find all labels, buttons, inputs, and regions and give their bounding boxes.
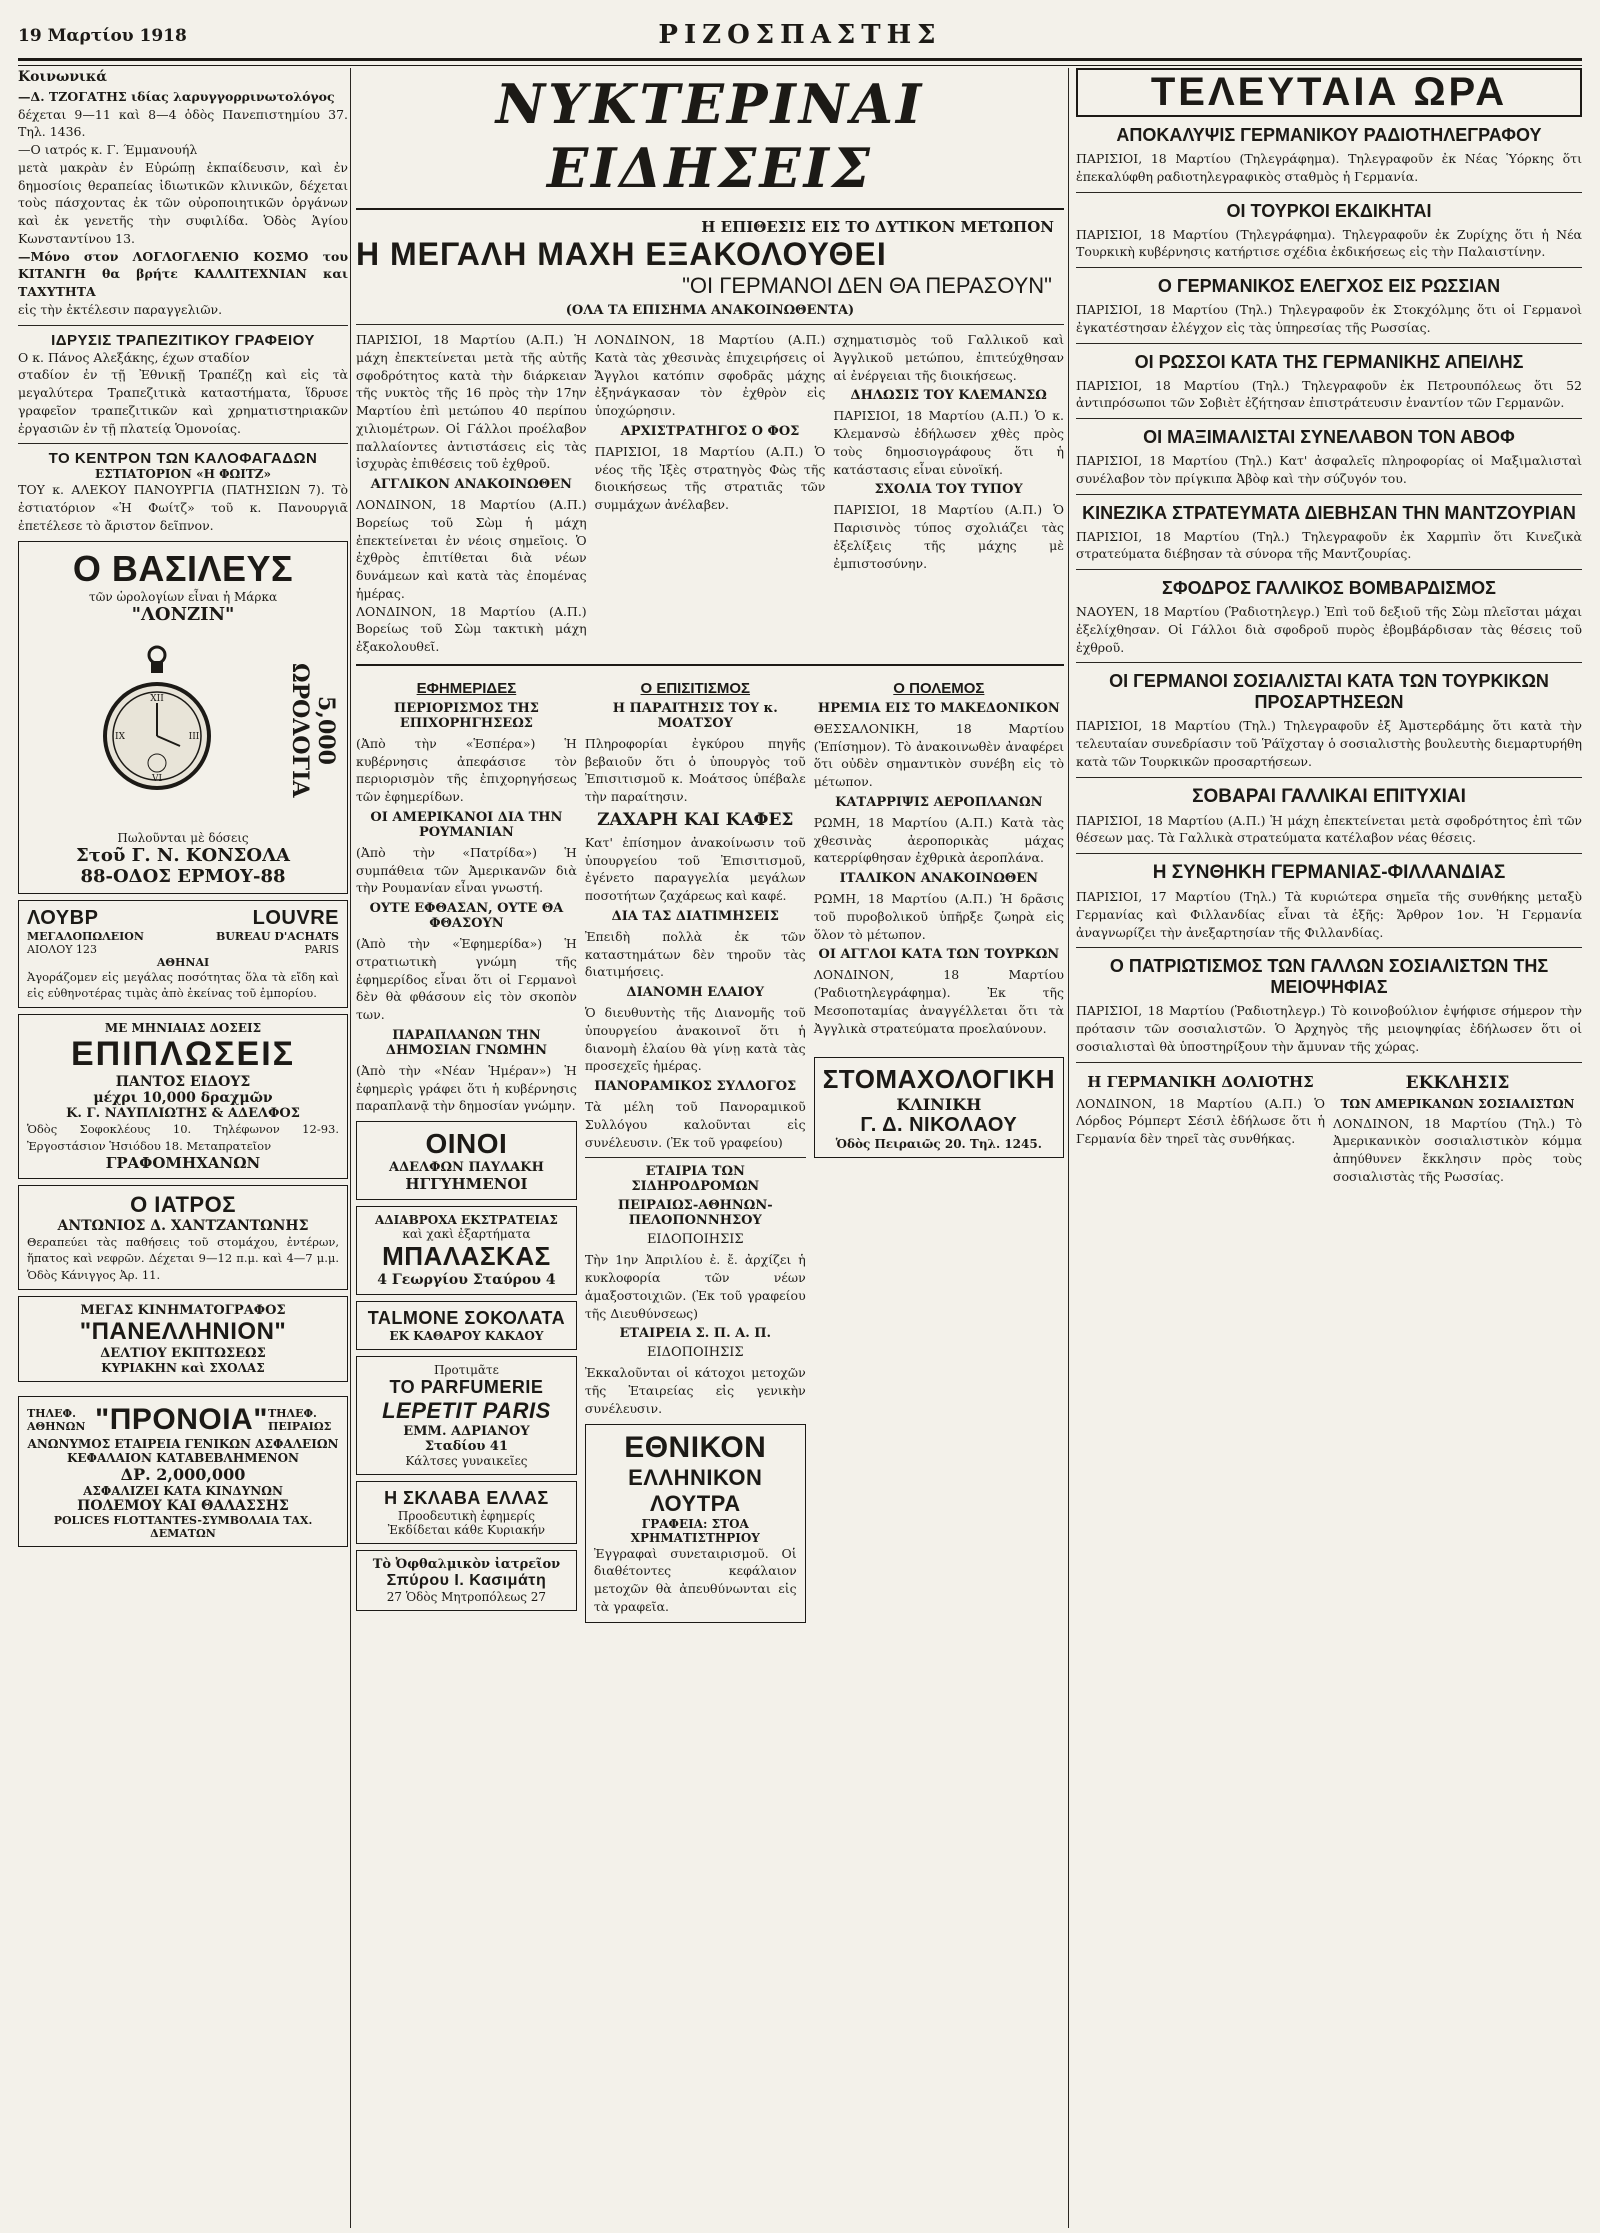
ad-title: ΕΠΙΠΛΩΣΕΙΣ [70,1035,296,1074]
news-columns [356,331,1064,656]
ad-title: ΕΛΛΗΝΙΚΟΝ ΛΟΥΤΡΑ [628,1464,763,1516]
article-text: Τὴν 1ην Ἀπριλίου ἐ. ἔ. ἀρχίζει ἡ κυκλοφορία τῶν νέων ἁμαξοστοιχιῶν. (Ἐκ τοῦ γραφείου τῆς Διευθύνσεως) [584,1252,806,1321]
ad-title: ΟΙΝΟΙ [425,1128,508,1159]
ad-sub: Προτιμᾶτε [433,1363,499,1377]
ad-sub: ΠΑΝΤΟΣ ΕΙΔΟΥΣ [115,1074,251,1091]
ad-title: "ΠΡΟΝΟΙΑ" [94,1402,268,1436]
lower-columns [356,674,1064,1629]
article-text: ΡΩΜΗ, 18 Μαρτίου (Α.Π.) Κατὰ τὰς χθεσινὰς ἀεροπορικὰς μάχας κατερρίφθησαν ἐχθρικὰ ἀεροπλάνα. [813,814,1064,866]
right-column [1076,68,1582,2228]
article-heading: ΕΤΑΙΡΙΑ ΤΩΝ ΣΙΔΗΡΟΔΡΟΜΩΝ [631,1164,760,1195]
article-heading: ΣΟΒΑΡΑΙ ΓΑΛΛΙΚΑΙ ΕΠΙΤΥΧΙΑΙ [1192,785,1466,807]
article-text: (Ἀπὸ τὴν «Ἐφημερίδα») Ἡ στρατιωτικὴ γνώμη τῆς ἐφημερίδος εἶναι ὅτι οἱ Γερμανοὶ δὲν θὰ φθάσουν εἰς τὸν σκοπὸν των. [356,936,577,1022]
divider [356,664,1064,666]
ad-sub: Πωλοῦνται μὲ δόσεις [117,830,249,845]
divider [585,1157,806,1158]
page-headline: ΝΥΚΤΕΡΙΝΑΙ ΕΙΔΗΣΕΙΣ [495,72,925,200]
ad-sub: ΚΕΦΑΛΑΙΟΝ ΚΑΤΑΒΕΒΛΗΜΕΝΟΝ [66,1450,300,1465]
divider [1076,1062,1582,1063]
clinic-ad [814,1057,1064,1158]
masthead [18,8,1582,64]
article-text: Ἐκκαλοῦνται οἱ κάτοχοι μετοχῶν τῆς Ἑταιρείας εἰς γενικὴν συνέλευσιν. [584,1365,806,1416]
column-divider [1068,68,1069,2228]
ad-sub: καὶ χακὶ ἐξαρτήματα [402,1227,531,1241]
left-column [18,68,348,2228]
furniture-ad [18,1014,348,1179]
article-heading: ΕΚΚΛΗΣΙΣ [1405,1072,1510,1093]
ad-title: ΛΟΥΒΡ [27,906,99,929]
ad-text: Ο κ. Πάνος Αλεξάκης, έχων σταδίον [18,349,250,365]
article-heading: Η ΣΥΝΘΗΚΗ ΓΕΡΜΑΝΙΑΣ-ΦΙΛΛΑΝΔΙΑΣ [1152,862,1506,883]
ad-title: ΤΟ ΚΕΝΤΡΟΝ ΤΩΝ ΚΑΛΟΦΑΓΑΔΩΝ [48,450,318,468]
bottom-columns [1076,1069,1582,1186]
article-heading: ΔΙΑ ΤΑΣ ΔΙΑΤΙΜΗΣΕΙΣ [611,908,779,924]
article-text: ΠΑΡΙΣΙΟΙ, 18 Μαρτίου (Τηλ.) Τηλεγραφοῦν ἐκ Χαρμπὶν ὅτι Κινεζικὰ στρατεύματα διέβησαν τὰ σύνορα τῆς Μαντζουρίας. [1076,528,1582,562]
notice: —Μόνο στον ΛΟΓΛΟΓΛΕΝΙΟ ΚΟΣΜΟ του ΚΙΤΑΝΓΗ θα βρήτε ΚΑΛΛΙΤΕΧΝΙΑΝ και ΤΑΧΥΤΗΤΑ [18,248,348,300]
ad-title: ΕΘΝΙΚΟΝ [624,1430,767,1464]
article-text: ΛΟΝΔΙΝΟΝ, 18 Μαρτίου (Τηλ.) Τὸ Ἀμερικανικὸν σοσιαλιστικὸν κόμμα ἀπηύθυνεν ἔκκλησιν πρὸς τοὺς σοσιαλιστὰς τῆς Ρωσσίας. [1333,1115,1582,1184]
article-text: ΠΑΡΙΣΙΟΙ, 18 Μαρτίου (Τηλεγράφημα). Τηλεγραφοῦν ἐκ Ζυρίχης ὅτι ἡ Νέα Τουρκικὴ κυβέρνησις κατήρτισε σχέδια ἐκδικήσεως εἰς τὴν Παλαιστίνην. [1076,226,1582,260]
divider [18,325,348,326]
issue-date: 19 Μαρτίου 1918 [18,26,187,46]
section-heading: Ο ΠΟΛΕΜΟΣ [893,679,985,697]
article-heading: ΑΓΓΛΙΚΟΝ ΑΝΑΚΟΙΝΩΘΕΝ [370,477,572,492]
article-heading: ΣΦΟΔΡΟΣ ΓΑΛΛΙΚΟΣ ΒΟΜΒΑΡΔΙΣΜΟΣ [1162,578,1496,598]
ad-sub: Ὁδὸς Πειραιῶς 20. Τηλ. 1245. [835,1137,1042,1152]
ad-sub: ΑΙΟΛΟΥ 123 [27,942,98,956]
article-text: ΛΟΝΔΙΝΟΝ, 18 Μαρτίου (Ῥαδιοτηλεγράφημα). Ἐκ τῆς Μεσοποταμίας ἀναγγέλλεται ὅτι τὰ Ἀγγλικὰ στρατεύματα προελαύνουν. [813,967,1064,1036]
article-text: ΠΑΡΙΣΙΟΙ, 18 Μαρτίου (Τηλ.) Τηλεγραφοῦν ἐκ Πετρουπόλεως ὅτι 52 ἀντιπρόσωποι τῶν Σοβιὲτ ἐζήτησαν ἐπιστράτευσιν ἐναντίον τῶν Γερμανῶν. [1076,377,1582,411]
sklava-ad [356,1481,577,1544]
last-hour-headline: ΤΕΛΕΥΤΑΙΑ ΩΡΑ [1076,68,1582,117]
article-heading: ΟΙ ΑΓΓΛΟΙ ΚΑΤΑ ΤΩΝ ΤΟΥΡΚΩΝ [818,947,1060,963]
ad-title: Η ΣΚΛΑΒΑ ΕΛΛΑΣ [384,1488,549,1508]
ad-vendor: Κ. Γ. ΝΑΥΠΛΙΩΤΗΣ & ΑΔΕΛΦΟΣ [66,1106,300,1122]
article-text: ΠΑΡΙΣΙΟΙ, 18 Μαρτίου (Α.Π.) Ὁ νέος τῆς Ἰξὲς στρατηγὸς Φὼς τῆς διοικήσεως τῆς στρατιᾶς τῶν συμμάχων ἀνέλαβεν. [594,443,826,512]
divider [1076,853,1582,854]
cinema-ad [18,1296,348,1382]
article-heading: ΟΙ ΡΩΣΣΟΙ ΚΑΤΑ ΤΗΣ ΓΕΡΜΑΝΙΚΗΣ ΑΠΕΙΛΗΣ [1134,351,1524,372]
kicker: Η ΕΠΙΘΕΣΙΣ ΕΙΣ ΤΟ ΔΥΤΙΚΟΝ ΜΕΤΩΠΟΝ [701,218,1054,236]
ad-sub: ΗΓΓΥΗΜΕΝΟΙ [405,1175,528,1193]
article-text: ΠΑΡΙΣΙΟΙ, 18 Μαρτίου (Ῥαδιοτηλεγρ.) Τὸ κοινοβούλιον ἐψήφισε σήμερον τὴν πρότασιν τῶν σοσιαλιστῶν. Ὁ Ἀρχηγὸς τῆς μειοψηφίας ἐδήλωσεν ὅτι οἱ σοσιαλισταὶ θὰ ὑποστηρίξουν τὴν ἄμυναν τῆς χώρας. [1076,1003,1582,1054]
insurance-ad [18,1396,348,1547]
ad-sub: ΑΣΦΑΛΙΖΕΙ ΚΑΤΑ ΚΙΝΔΥΝΩΝ [83,1483,283,1498]
divider [18,443,348,444]
bank-ad [585,1424,806,1623]
section-heading: Ο ΕΠΙΣΙΤΙΣΜΟΣ [640,679,751,697]
article-heading: ΗΡΕΜΙΑ ΕΙΣ ΤΟ ΜΑΚΕΔΟΝΙΚΟΝ [817,700,1060,716]
divider [1076,777,1582,778]
article-text: ΛΟΝΔΙΝΟΝ, 18 Μαρτίου (Α.Π.) Κατὰ τὰς χθεσινὰς ἐπιχειρήσεις οἱ Ἄγγλοι κατόπιν σφοδρᾶς μάχης ἐξηνάγκασαν τὸν ἐχθρὸν εἰς ὑποχώρησιν. [594,332,826,418]
ad-sub: 4 Γεωργίου Σταύρου 4 [377,1272,556,1288]
wine-ad [356,1121,577,1200]
ad-sub: ΤΗΛΕΦ. ΑΘΗΝΩΝ [27,1406,86,1433]
ad-title: TALMONE ΣΟΚΟΛΑΤΑ [367,1308,566,1328]
ad-text: σταδίον ἐν τῇ Ἐθνικῇ Τραπέζῃ καὶ εἰς τὰ μεγαλύτερα Τραπεζιτικὰ καταστήματα, ἵδρυσε γραφεῖον τραπεζιτικῶν καὶ χρηματιστηριακῶν ἐργασιῶν ἐν τῇ πλατείᾳ Ὁμονοίας. [18,367,348,436]
ad-sub: POLICES FLOTTANTES-ΣΥΜΒΟΛΑΙΑ ΤΑΧ. ΔΕΜΑΤΩΝ [53,1513,313,1540]
ad-vendor: ΑΝΤΩΝΙΟΣ Δ. ΧΑΝΤΖΑΝΤΩΝΗΣ [57,1217,309,1234]
brand: "ΛΟΝΖΙΝ" [131,603,235,625]
divider [1076,494,1582,495]
ad-sub: ΔΡ. 2,000,000 [120,1464,246,1484]
ad-sub: ΜΕΓΑΛΟΠΩΛΕΙΟΝ [27,929,144,943]
article-heading: ΟΙ ΜΑΞΙΜΑΛΙΣΤΑΙ ΣΥΝΕΛΑΒΟΝ ΤΟΝ ΑΒΟΦ [1143,427,1515,447]
ad-title: ΙΔΡΥΣΙΣ ΤΡΑΠΕΖΙΤΙΚΟΥ ΓΡΑΦΕΙΟΥ [51,331,315,349]
article-text: σχηματισμὸς τοῦ Γαλλικοῦ καὶ Ἀγγλικοῦ μετώπου, ἐπιτεύχθησαν αἱ ἐνέργειαι τῆς διοικήσεως. [833,332,1064,383]
ad-sub: ΕΣΤΙΑΤΟΡΙΟΝ «Η ΦΩΙΤΖ» [94,467,272,482]
ad-sub: ΜΕΓΑΣ ΚΙΝΗΜΑΤΟΓΡΑΦΟΣ [80,1302,286,1318]
ad-title: ΜΠΑΛΑΣΚΑΣ [382,1241,551,1271]
article-heading: ΚΙΝΕΖΙΚΑ ΣΤΡΑΤΕΥΜΑΤΑ ΔΙΕΒΗΣΑΝ ΤΗΝ ΜΑΝΤΖΟΥΡΙΑΝ [1082,502,1576,523]
article-heading: ΠΑΡΑΠΛΑΝΩΝ ΤΗΝ ΔΗΜΟΣΙΑΝ ΓΝΩΜΗΝ [385,1027,547,1058]
article-text: ΠΑΡΙΣΙΟΙ, 17 Μαρτίου (Τηλ.) Τὰ κυριώτερα σημεῖα τῆς συνθήκης μεταξὺ Γερμανίας καὶ Φιλλανδίας εἶναι τὰ ἑξῆς: Ἄρθρον 1ον. Ἡ Γερμανία ἀναγνωρίζει τὴν ἀνεξαρτησίαν τῆς Φιλλανδίας. [1076,889,1582,940]
ad-sub: ΔΕΛΤΙΟΥ ΕΚΠΤΩΣΕΩΣ [100,1345,266,1361]
article-text: ΠΑΡΙΣΙΟΙ, 18 Μαρτίου (Τηλ.) Τηλεγραφοῦν ἐκ Στοκχόλμης ὅτι οἱ Γερμανοὶ ἐγκατέστησαν ἐλέγχον εἰς τὰς ὑπηρεσίας τῆς Ρωσσίας. [1076,302,1582,335]
ad-sub: ΕΚ ΚΑΘΑΡΟΥ ΚΑΚΑΟΥ [389,1329,544,1343]
article-text: Ἐπειδὴ πολλὰ ἐκ τῶν καταστημάτων δὲν τηροῦν τὰς διατιμήσεις. [584,928,806,980]
article-heading: ΟΙ ΑΜΕΡΙΚΑΝΟΙ ΔΙΑ ΤΗΝ ΡΟΥΜΑΝΙΑΝ [370,809,563,840]
notice: εἰς τὴν ἐκτέλεσιν παραγγελιῶν. [18,301,223,317]
ad-sub: ΚΛΙΝΙΚΗ [896,1095,982,1115]
ad-title: Ο ΒΑΣΙΛΕΥΣ [72,547,294,589]
ad-text: Ἀγοράζομεν εἰς μεγάλας ποσότητας ὅλα τὰ εἴδη καὶ εἰς εὐθηνοτέρας τιμὰς ἀπὸ ἐκείνας τοῦ ἐμπορίου. [27,969,339,1000]
divider [1076,267,1582,268]
ad-sub: ΜΕ ΜΗΝΙΑΙΑΣ ΔΟΣΕΙΣ [104,1021,262,1036]
divider [1076,343,1582,344]
article-heading: ΔΗΛΩΣΙΣ ΤΟΥ ΚΛΕΜΑΝΣΩ [850,388,1047,404]
ad-sub: ΕΜΜ. ΑΔΡΙΑΝΟΥ [403,1424,530,1439]
ad-sub: ΑΔΙΑΒΡΟΧΑ ΕΚΣΤΡΑΤΕΙΑΣ [375,1213,558,1227]
article-heading: ΠΕΙΡΑΙΩΣ-ΑΘΗΝΩΝ-ΠΕΛΟΠΟΝΝΗΣΟΥ [617,1198,773,1229]
pocket-watch-icon [102,641,212,821]
ad-count: 5,000 ΩΡΟΛΟΓΙΑ [287,663,339,798]
notice: μετὰ μακρὰν ἐν Εὐρώπῃ ἐκπαίδευσιν, καὶ ἐν δημοσίοις θεραπείας ἰδιωτικῶν κλινικῶν, δέχεται τοὺς πάσχοντας ἐκ τῶν οὐροποιητικῶν ὀργάνων καὶ ἐκ γενετῆς τὴν συφιλίδα. Ὁδὸς Ἁγίου Κωνσταντίνου 13. [18,159,348,246]
divider [356,324,1064,325]
article-text: Πληροφορίαι ἐγκύρου πηγῆς βεβαιοῦν ὅτι ὁ ὑπουργὸς τοῦ Ἐπισιτισμοῦ κ. Μοάτσος ὑπέβαλε τὴν παραίτησιν. [584,735,806,804]
column-divider [350,68,351,2228]
article-heading: ΟΥΤΕ ΕΦΘΑΣΑΝ, ΟΥΤΕ ΘΑ ΦΘΑΣΟΥΝ [369,901,564,931]
ad-sub: Προοδευτικὴ ἐφημερίς [397,1509,535,1523]
ad-text: Ἐγγραφαὶ συνεταιρισμοῦ. Οἱ διαθέτοντες κεφάλαιον μετοχῶν θὰ ἀπευθύνωνται εἰς τὰ γραφεῖα. [593,1545,797,1614]
ad-sub: Τὸ Ὀφθαλμικὸν ἰατρεῖον [372,1557,561,1572]
ad-title: Ο ΙΑΤΡΟΣ [130,1191,236,1217]
ad-text: ΤΟΥ κ. ΑΛΕΚΟΥ ΠΑΝΟΥΡΓΙΑ (ΠΑΤΗΣΙΩΝ 7). Τὸ ἐστιατόριον «Ἡ Φωίτζ» τοῦ κ. Πανουργιᾶ ἐπετέλεσε τὸ ἄριστον δεῖπνον. [18,482,348,533]
article-text: ΠΑΡΙΣΙΟΙ, 18 Μαρτίου (Τηλ.) Κατ' ἀσφαλεῖς πληροφορίας οἱ Μαξιμαλισταὶ συνέλαβον τὸν πρίγκιπα Ἀβὸφ καὶ τὴν σύζυγόν του. [1076,453,1582,486]
article-text: ΠΑΡΙΣΙΟΙ, 18 Μαρτίου (Α.Π.) Ἡ μάχη ἐπεκτείνεται μετὰ σφοδρότητος ἐπὶ τῶν θέσεων μας. Τὰ Γαλλικὰ στρατεύματα κατέλαβον νέας θέσεις. [1076,812,1582,846]
ad-title: ΤΟ PARFUMERIE [389,1377,544,1397]
raincoat-ad [356,1206,577,1295]
article-heading: ΤΩΝ ΑΜΕΡΙΚΑΝΩΝ ΣΟΣΙΑΛΙΣΤΩΝ [1340,1096,1575,1111]
ad-sub: ΚΥΡΙΑΚΗΝ καὶ ΣΧΟΛΑΣ [101,1360,265,1375]
main-headline: Η ΜΕΓΑΛΗ ΜΑΧΗ ΕΞΑΚΟΛΟΥΘΕΙ [356,236,887,272]
ad-sub: Ἐκδίδεται κάθε Κυριακήν [387,1523,546,1537]
ad-title: Σπύρου Ι. Κασιμάτη [386,1572,547,1589]
article-heading: ΑΠΟΚΑΛΥΨΙΣ ΓΕΡΜΑΝΙΚΟΥ ΡΑΔΙΟΤΗΛΕΓΡΑΦΟΥ [1116,125,1542,145]
article-heading: Ο ΓΕΡΜΑΝΙΚΟΣ ΕΛΕΓΧΟΣ ΕΙΣ ΡΩΣΣΙΑΝ [1157,276,1501,296]
article-heading: ΔΙΑΝΟΜΗ ΕΛΑΙΟΥ [626,985,764,1000]
ad-sub: ΑΝΩΝΥΜΟΣ ΕΤΑΙΡΕΙΑ ΓΕΝΙΚΩΝ ΑΣΦΑΛΕΙΩΝ [27,1436,339,1451]
section-label: Κοινωνικά [18,69,108,85]
article-text: ΠΑΡΙΣΙΟΙ, 18 Μαρτίου (Τηλ.) Τηλεγραφοῦν ἐξ Ἀμστερδάμης ὅτι κατὰ τὴν τελευταίαν συνεδρίασιν τοῦ Ῥάϊχσταγ ὁ σοσιαλιστὴς βουλευτὴς διεμαρτυρήθη κατὰ τῶν Τουρκικῶν προσαρτήσεων. [1076,718,1582,769]
chocolate-ad [356,1301,577,1350]
ad-sub: ΑΘΗΝΑΙ [156,955,210,969]
quote-headline: "ΟΙ ΓΕΡΜΑΝΟΙ ΔΕΝ ΘΑ ΠΕΡΑΣΟΥΝ" [682,273,1052,298]
ad-sub: Κάλτσες γυναικεῖες [405,1454,528,1468]
ad-sub: τῶν ὡρολογίων εἶναι ἡ Μάρκα [88,589,278,604]
center-column [356,68,1064,2228]
ad-sub: ΓΡΑΦΕΙΑ: ΣΤΟΑ ΧΡΗΜΑΤΙΣΤΗΡΙΟΥ [630,1516,760,1545]
ad-title: ΣΤΟΜΑΧΟΛΟΓΙΚΗ [822,1064,1055,1095]
ad-title: Γ. Δ. ΝΙΚΟΛΑΟΥ [860,1114,1018,1137]
article-heading: ΠΕΡΙΟΡΙΣΜΟΣ ΤΗΣ ΕΠΙΧΟΡΗΓΗΣΕΩΣ [393,700,539,731]
section-heading: ΕΦΗΜΕΡΙΔΕΣ [416,679,517,697]
article-text: ΛΟΝΔΙΝΟΝ, 18 Μαρτίου (Α.Π.) Ὁ Λόρδος Ρόμπερτ Σέσιλ ἐδήλωσε ὅτι ἡ Γερμανία δὲν τηρεῖ τὰς συνθήκας. [1076,1095,1325,1146]
svg-text:III: III [188,731,200,742]
perfume-ad [356,1356,577,1475]
article-text: ΠΑΡΙΣΙΟΙ, 18 Μαρτίου (Α.Π.) Ὁ Παρισινὸς τύπος σχολιάζει τὰς ἐξελίξεις τῆς μάχης μὲ ἐμπιστοσύνην. [833,502,1064,571]
article-text: ΘΕΣΣΑΛΟΝΙΚΗ, 18 Μαρτίου (Ἐπίσημον). Τὸ ἀνακοινωθὲν ἀναφέρει ὅτι οὐδὲν σημαντικὸν συνέβη εἰς τὸ μέτωπον. [813,720,1064,789]
article-text: ΛΟΝΔΙΝΟΝ, 18 Μαρτίου (Α.Π.) Βορείως τοῦ Σὼμ ἡ μάχη ἐπεκτείνεται ἐν νέοις σημεῖοις. Ὁ ἐχθρὸς ἐπιτίθεται διὰ νέων δυνάμεων καὶ κατὰ τὰς ἐπομένας ἡμέρας. [356,497,587,601]
article-heading: ΟΙ ΤΟΥΡΚΟΙ ΕΚΔΙΚΗΤΑΙ [1226,200,1432,221]
masthead-rule [18,58,1582,66]
article-heading: ΕΙΔΟΠΟΙΗΣΙΣ [646,1232,744,1248]
article-text: ΛΟΝΔΙΝΟΝ, 18 Μαρτίου (Α.Π.) Βορείως τοῦ Σὼμ τακτικὴ μάχη ἐξακολουθεῖ. [356,603,587,654]
ad-sub: Σταδίου 41 [424,1439,509,1454]
ad-sub: ΠΟΛΕΜΟΥ ΚΑΙ ΘΑΛΑΣΣΗΣ [77,1497,289,1514]
ad-sub: μέχρι 10,000 δραχμῶν [93,1090,273,1107]
svg-text:IX: IX [115,731,125,742]
watch-ad [18,541,348,894]
ad-address: 88-ΟΔΟΣ ΕΡΜΟΥ-88 [80,865,286,887]
svg-text:VI: VI [151,773,163,784]
ad-text: Θεραπεύει τὰς παθήσεις τοῦ στομάχου, ἐντέρων, ἥπατος καὶ νεφρῶν. Δέχεται 9—12 π.μ. καὶ 4—7 μ.μ. Ὁδὸς Κάνιγγος Ἀρ. 11. [27,1234,339,1282]
divider [1076,569,1582,570]
ad-sub: 27 Ὁδὸς Μητροπόλεως 27 [386,1590,547,1604]
notice: —Ο ιατρός κ. Γ. Έμμανουήλ [18,142,198,158]
article-text: ΠΑΡΙΣΙΟΙ, 18 Μαρτίου (Α.Π.) Ἡ μάχη ἐπεκτείνεται μετὰ τῆς αὐτῆς σφοδρότητος κατὰ τὴν διάρκειαν τῆς νυκτὸς τῆς 16 πρὸς τὴν 17ην Μαρτίου ἐπὶ μετώπου 40 περίπου χιλιομέτρων. Οἱ Γάλλοι προέλαβον παλλαίοντες ἀντιστάσεις εἰς τὰς ἰσχυρὰς ἐπιθέσεις τοῦ ἐχθροῦ. [356,332,587,472]
article-heading: ΙΤΑΛΙΚΟΝ ΑΝΑΚΟΙΝΩΘΕΝ [839,871,1039,886]
ad-sub: PARIS [304,942,339,956]
article-heading: ΣΧΟΛΙΑ ΤΟΥ ΤΥΠΟΥ [874,482,1023,498]
article-heading: Η ΓΕΡΜΑΝΙΚΗ ΔΟΛΙΟΤΗΣ [1087,1072,1314,1091]
article-heading: ΕΙΔΟΠΟΙΗΣΙΣ [646,1345,744,1361]
divider [356,208,1064,210]
article-text: ΠΑΡΙΣΙΟΙ, 18 Μαρτίου (Τηλεγράφημα). Τηλεγραφοῦν ἐκ Νέας Ὑόρκης ὅτι ἐπεκαλύφθη ραδιοτηλεγραφικὸς σταθμὸς ἡ Γερμανία. [1076,151,1582,184]
ad-sub: ΤΗΛΕΦ. ΠΕΙΡΑΙΩΣ [267,1406,332,1433]
doctor-ad [18,1185,348,1290]
ad-sub: ΑΔΕΛΦΩΝ ΠΑΥΛΑΚΗ [388,1160,544,1175]
article-text: Τὰ μέλη τοῦ Πανοραμικοῦ Συλλόγου καλοῦνται εἰς συνέλευσιν. (Ἐκ τοῦ γραφείου) [584,1099,806,1150]
article-heading: ΖΑΧΑΡΗ ΚΑΙ ΚΑΦΕΣ [597,809,794,830]
notice: δέχεται 9—11 καὶ 8—4 ὁδὸς Πανεπιστημίου 37. Τηλ. 1436. [18,106,348,140]
article-text: ΡΩΜΗ, 18 Μαρτίου (Α.Π.) Ἡ δρᾶσις τοῦ πυροβολικοῦ ὑπῆρξε ζωηρὰ εἰς ὅλον τὸ μέτωπον. [813,891,1064,942]
divider [1076,192,1582,193]
louvre-ad [18,900,348,1009]
article-heading: ΠΑΝΟΡΑΜΙΚΟΣ ΣΥΛΛΟΓΟΣ [594,1079,797,1094]
article-text: (Ἀπὸ τὴν «Νέαν Ἡμέραν») Ἡ ἐφημερὶς γράφει ὅτι ἡ κυβέρνησις παραπλανᾷ τὴν δημοσίαν γνώμην. [356,1062,577,1114]
ad-sub: BUREAU D'ACHATS [215,929,339,943]
article-heading: ΕΤΑΙΡΕΙΑ Σ. Π. Α. Π. [619,1326,772,1342]
article-text: (Ἀπὸ τὴν «Ἑσπέρα») Ἡ κυβέρνησις ἀπεφάσισε τὸν περιορισμὸν τῆς ἐπιχορηγήσεως τῶν ἐφημερίδων. [356,735,577,804]
article-text: (Ἀπὸ τὴν «Πατρίδα») Ἡ συμπάθεια τῶν Ἀμερικανῶν διὰ τὴν Ρουμανίαν εἶναι γνωστή. [356,844,577,896]
caption: (ΟΛΑ ΤΑ ΕΠΙΣΗΜΑ ΑΝΑΚΟΙΝΩΘΕΝΤΑ) [565,303,855,318]
ad-sub: ΓΡΑΦΟΜΗΧΑΝΩΝ [105,1153,261,1172]
article-heading: ΑΡΧΙΣΤΡΑΤΗΓΟΣ Ο ΦΟΣ [620,423,800,439]
article-heading: ΟΙ ΓΕΡΜΑΝΟΙ ΣΟΣΙΑΛΙΣΤΑΙ ΚΑΤΑ ΤΩΝ ΤΟΥΡΚΙΚΩΝ ΠΡΟΣΑΡΤΗΣΕΩΝ [1109,671,1549,713]
notice: —Δ. ΤΖΟΓΑΤΗΣ ιδίας λαρυγγορρινωτολόγος [18,88,335,104]
divider [1076,662,1582,663]
article-heading: Ο ΠΑΤΡΙΩΤΙΣΜΟΣ ΤΩΝ ΓΑΛΛΩΝ ΣΟΣΙΑΛΙΣΤΩΝ ΤΗΣ ΜΕΙΟΨΗΦΙΑΣ [1109,956,1549,998]
newspaper-title: ΡΙΖΟΣΠΑΣΤΗΣ [658,20,942,50]
ad-title: LOUVRE [252,906,339,929]
article-text: Κατ' ἐπίσημον ἀνακοίνωσιν τοῦ ὑπουργείου τοῦ Ἐπισιτισμοῦ, ἐγένετο παραγγελία μεγάλων ποσοτήτων ζαχάρεως καὶ καφέ. [584,834,806,903]
eye-clinic-ad [356,1550,577,1611]
ad-title: "ΠΑΝΕΛΛΗΝΙΟΝ" [79,1317,287,1345]
ad-text: Ὁδὸς Σοφοκλέους 10. Τηλέφωνον 12-93. Ἐργοστάσιον Ἡσιόδου 18. Μεταπρατεῖον [27,1122,339,1153]
article-text: ΠΑΡΙΣΙΟΙ, 18 Μαρτίου (Α.Π.) Ὁ κ. Κλεμανσὼ ἐδήλωσεν χθὲς πρὸς τοὺς δημοσιογράφους ὅτι ἡ κατάστασις εἶναι εὐνοϊκή. [833,408,1064,477]
article-text: ΝΑΟΥΕΝ, 18 Μαρτίου (Ῥαδιοτηλεγρ.) Ἐπὶ τοῦ δεξιοῦ τῆς Σὼμ πλεῖσται μάχαι ἐξελίχθησαν. Οἱ Γάλλοι διὰ σφοδροῦ πυρὸς ἐβομβάρδισαν τὰς θέσεις τοῦ ἐχθροῦ. [1076,604,1582,655]
article-heading: ΚΑΤΑΡΡΙΨΙΣ ΑΕΡΟΠΛΑΝΩΝ [835,794,1043,810]
divider [1076,418,1582,419]
article-heading: Η ΠΑΡΑΙΤΗΣΙΣ ΤΟΥ κ. ΜΟΑΤΣΟΥ [612,700,778,731]
article-text: Ὁ διευθυντὴς τῆς Διανομῆς τοῦ ὑπουργείου ἀνακοινοῖ ὅτι ἡ διανομὴ ἐλαίου θὰ γίνῃ κατὰ τὰς προσεχεῖς ἡμέρας. [584,1005,806,1074]
ad-vendor: Στοῦ Γ. Ν. ΚΟΝΣΟΛΑ [75,844,290,866]
ad-title: LEPETIT PARIS [382,1398,551,1423]
svg-text:XII: XII [150,693,164,704]
divider [1076,947,1582,948]
